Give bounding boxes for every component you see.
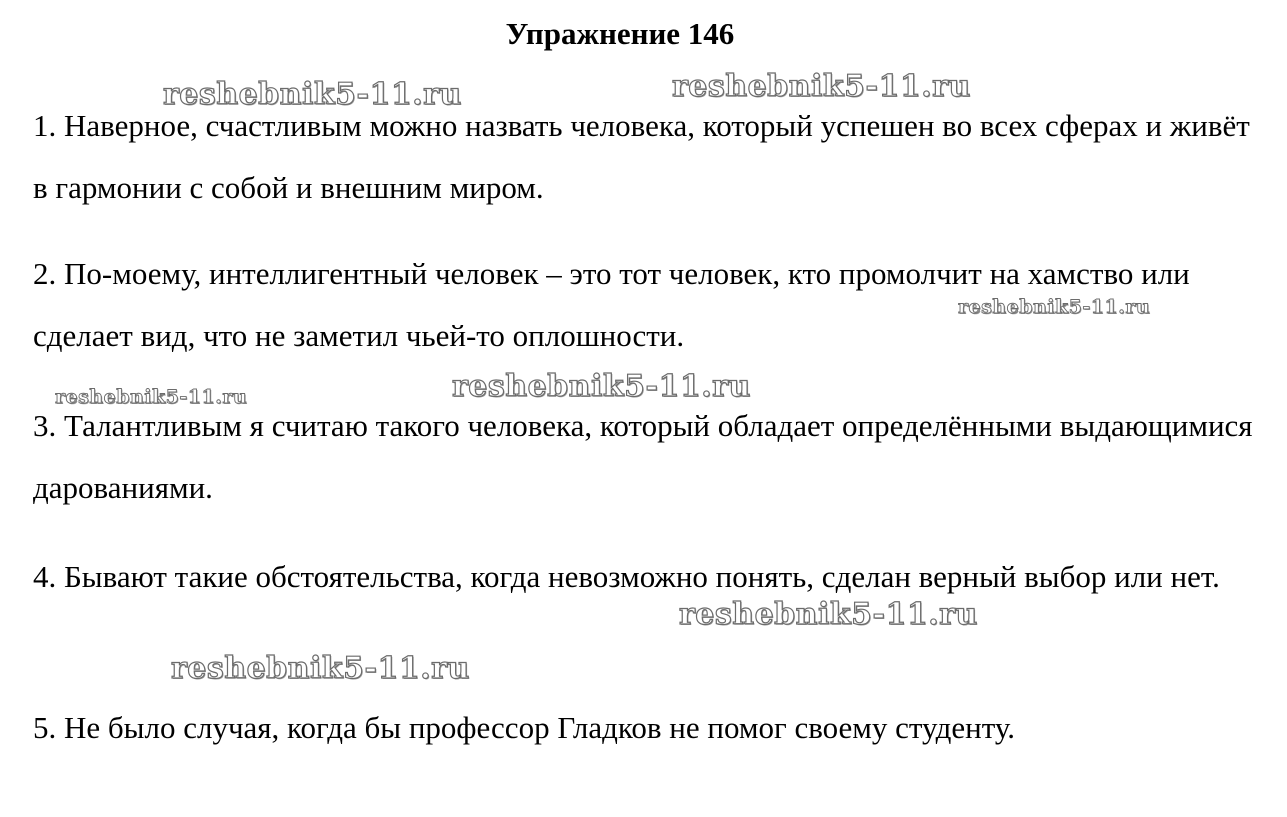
paragraph-2: 2. По-моему, интеллигентный человек – это тот человек, кто промолчит на хамство или сделает вид, что не заметил чьей-то оплошности. bbox=[33, 256, 1190, 353]
watermark: reshebnik5-11.ru bbox=[672, 69, 971, 104]
paragraph-1: 1. Наверное, счастливым можно назвать человека, который успешен во всех сферах и живёт в гармонии с собой и внешним миром. bbox=[33, 108, 1250, 205]
paragraph-5: 5. Не было случая, когда бы профессор Гладков не помог своему студенту. bbox=[33, 710, 1016, 745]
watermark: reshebnik5-11.ru bbox=[163, 77, 462, 112]
watermark: reshebnik5-11.ru bbox=[958, 296, 1151, 318]
page-title: Упражнение 146 bbox=[505, 16, 735, 51]
paragraph-3: 3. Талантливым я считаю такого человека, который обладает определёнными выдающимися дарованиями. bbox=[33, 408, 1253, 505]
watermark: reshebnik5-11.ru bbox=[55, 386, 248, 408]
watermark: reshebnik5-11.ru bbox=[679, 597, 978, 632]
watermark: reshebnik5-11.ru bbox=[171, 651, 470, 686]
watermark: reshebnik5-11.ru bbox=[452, 369, 751, 404]
paragraph-4: 4. Бывают такие обстоятельства, когда невозможно понять, сделан верный выбор или нет. bbox=[33, 559, 1220, 594]
